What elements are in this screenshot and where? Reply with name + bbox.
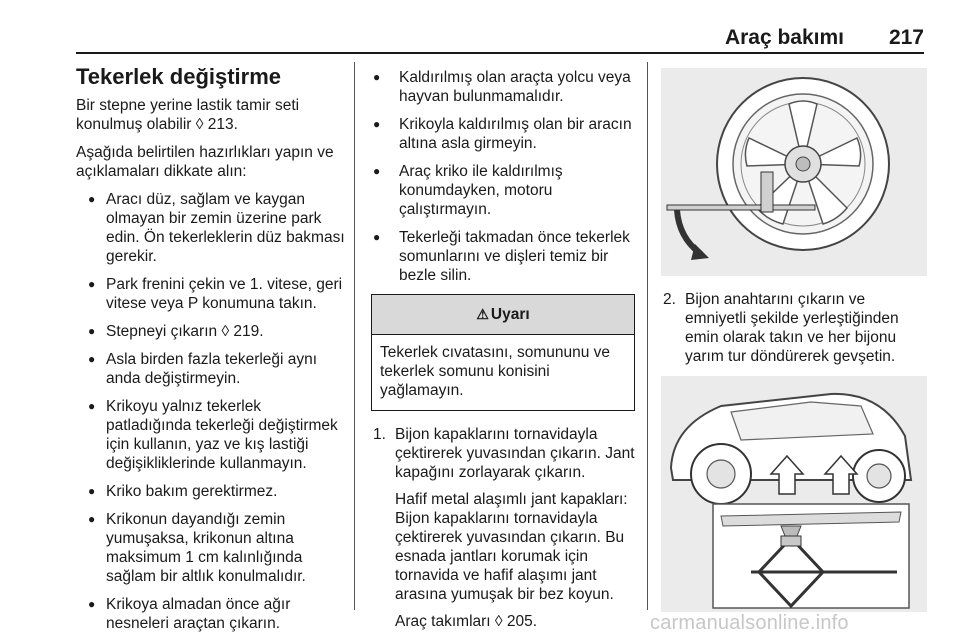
section-title: Araç bakımı bbox=[724, 26, 844, 49]
page-title: Tekerlek değiştirme bbox=[76, 64, 282, 89]
step-number: 2. bbox=[663, 291, 676, 308]
list-item: ● Krikonun dayandığı zemin yumuşaksa, krikonun altına maksimum 1 cm kalınlığında sağlam bir altlık konulmalıdır. bbox=[76, 510, 346, 586]
list-item: ● Stepneyi çıkarın ◊ 219. bbox=[76, 322, 346, 341]
step-item bbox=[661, 290, 927, 366]
list-item: ● Kriko bakım gerektirmez. bbox=[76, 482, 346, 501]
steps-list bbox=[371, 425, 635, 631]
warning-text: Tekerlek cıvatasını, somununu ve tekerlek somunu konisini yağlamayın. bbox=[380, 344, 611, 399]
column-divider bbox=[647, 62, 648, 610]
step-text: Bijon anahtarını çıkarın ve emniyetli şekilde yerleştiğinden emin olarak takın ve her bijonu yarım tur döndürerek gevşetin. bbox=[685, 291, 899, 365]
step-text: Bijon kapaklarını tornavidayla çektirerek yuvasından çıkarın. Jant kapağını zorlayarak çıkarın. bbox=[395, 426, 635, 481]
warning-triangle-icon: ⚠ bbox=[476, 306, 489, 322]
step-item bbox=[371, 425, 635, 631]
wheel-wrench-illustration bbox=[661, 68, 927, 276]
list-item: ● Krikoyu yalnız tekerlek patladığında tekerleği değiştirmek için kullanın, yaz ve kış lastiği değişikliklerinde kullanmayın. bbox=[76, 397, 346, 473]
list-item: ● Krikoya almadan önce ağır nesneleri araçtan çıkarın. bbox=[76, 595, 346, 633]
preparation-list bbox=[76, 190, 346, 633]
intro-text: Bir stepne yerine lastik tamir seti konulmuş olabilir ◊ 213. bbox=[76, 97, 300, 133]
car-jack-icon bbox=[661, 376, 927, 612]
list-item: ● Tekerleği takmadan önce tekerlek somunlarını ve dişleri temiz bir bezle silin. bbox=[371, 228, 635, 285]
list-item: ● Kaldırılmış olan araçta yolcu veya hayvan bulunmamalıdır. bbox=[371, 68, 635, 106]
list-item: ● Aracı düz, sağlam ve kaygan olmayan bir zemin üzerine park edin. Ön tekerleklerin düz bakması gerekir. bbox=[76, 190, 346, 266]
header-rule bbox=[76, 52, 924, 54]
column-middle bbox=[371, 68, 635, 639]
step-text: Hafif metal alaşımlı jant kapakları: Bijon kapaklarını tornavidayla çektirerek yuvasından çıkarın. Bu esnada jantları korumak için tornavida ve hafif alaşımı jant arasına yumuşak bir bez koyun. bbox=[395, 491, 628, 603]
step-number: 1. bbox=[373, 426, 386, 443]
column-left bbox=[76, 64, 346, 642]
list-item: ● Araç kriko ile kaldırılmış konumdayken, motoru çalıştırmayın. bbox=[371, 162, 635, 219]
car-jack-illustration bbox=[661, 376, 927, 612]
column-right bbox=[661, 68, 927, 612]
page-header bbox=[76, 22, 924, 54]
safety-list bbox=[371, 68, 635, 285]
step-text: Araç takımları ◊ 205. bbox=[395, 613, 538, 630]
wheel-wrench-icon bbox=[661, 68, 927, 276]
list-item: ● Asla birden fazla tekerleği aynı anda değiştirmeyin. bbox=[76, 350, 346, 388]
list-item: ● Krikoyla kaldırılmış olan bir aracın altına asla girmeyin. bbox=[371, 115, 635, 153]
steps-list bbox=[661, 290, 927, 366]
warning-header bbox=[372, 295, 634, 335]
warning-box bbox=[371, 294, 635, 411]
list-item: ● Park frenini çekin ve 1. vitese, geri vitese veya P konumuna takın. bbox=[76, 275, 346, 313]
intro-text-2: Aşağıda belirtilen hazırlıkları yapın ve açıklamaları dikkate alın: bbox=[76, 144, 334, 180]
watermark: carmanualsonline.info bbox=[650, 612, 849, 634]
column-divider bbox=[354, 62, 355, 610]
warning-title: Uyarı bbox=[490, 306, 530, 323]
page-number: 217 bbox=[888, 26, 924, 49]
